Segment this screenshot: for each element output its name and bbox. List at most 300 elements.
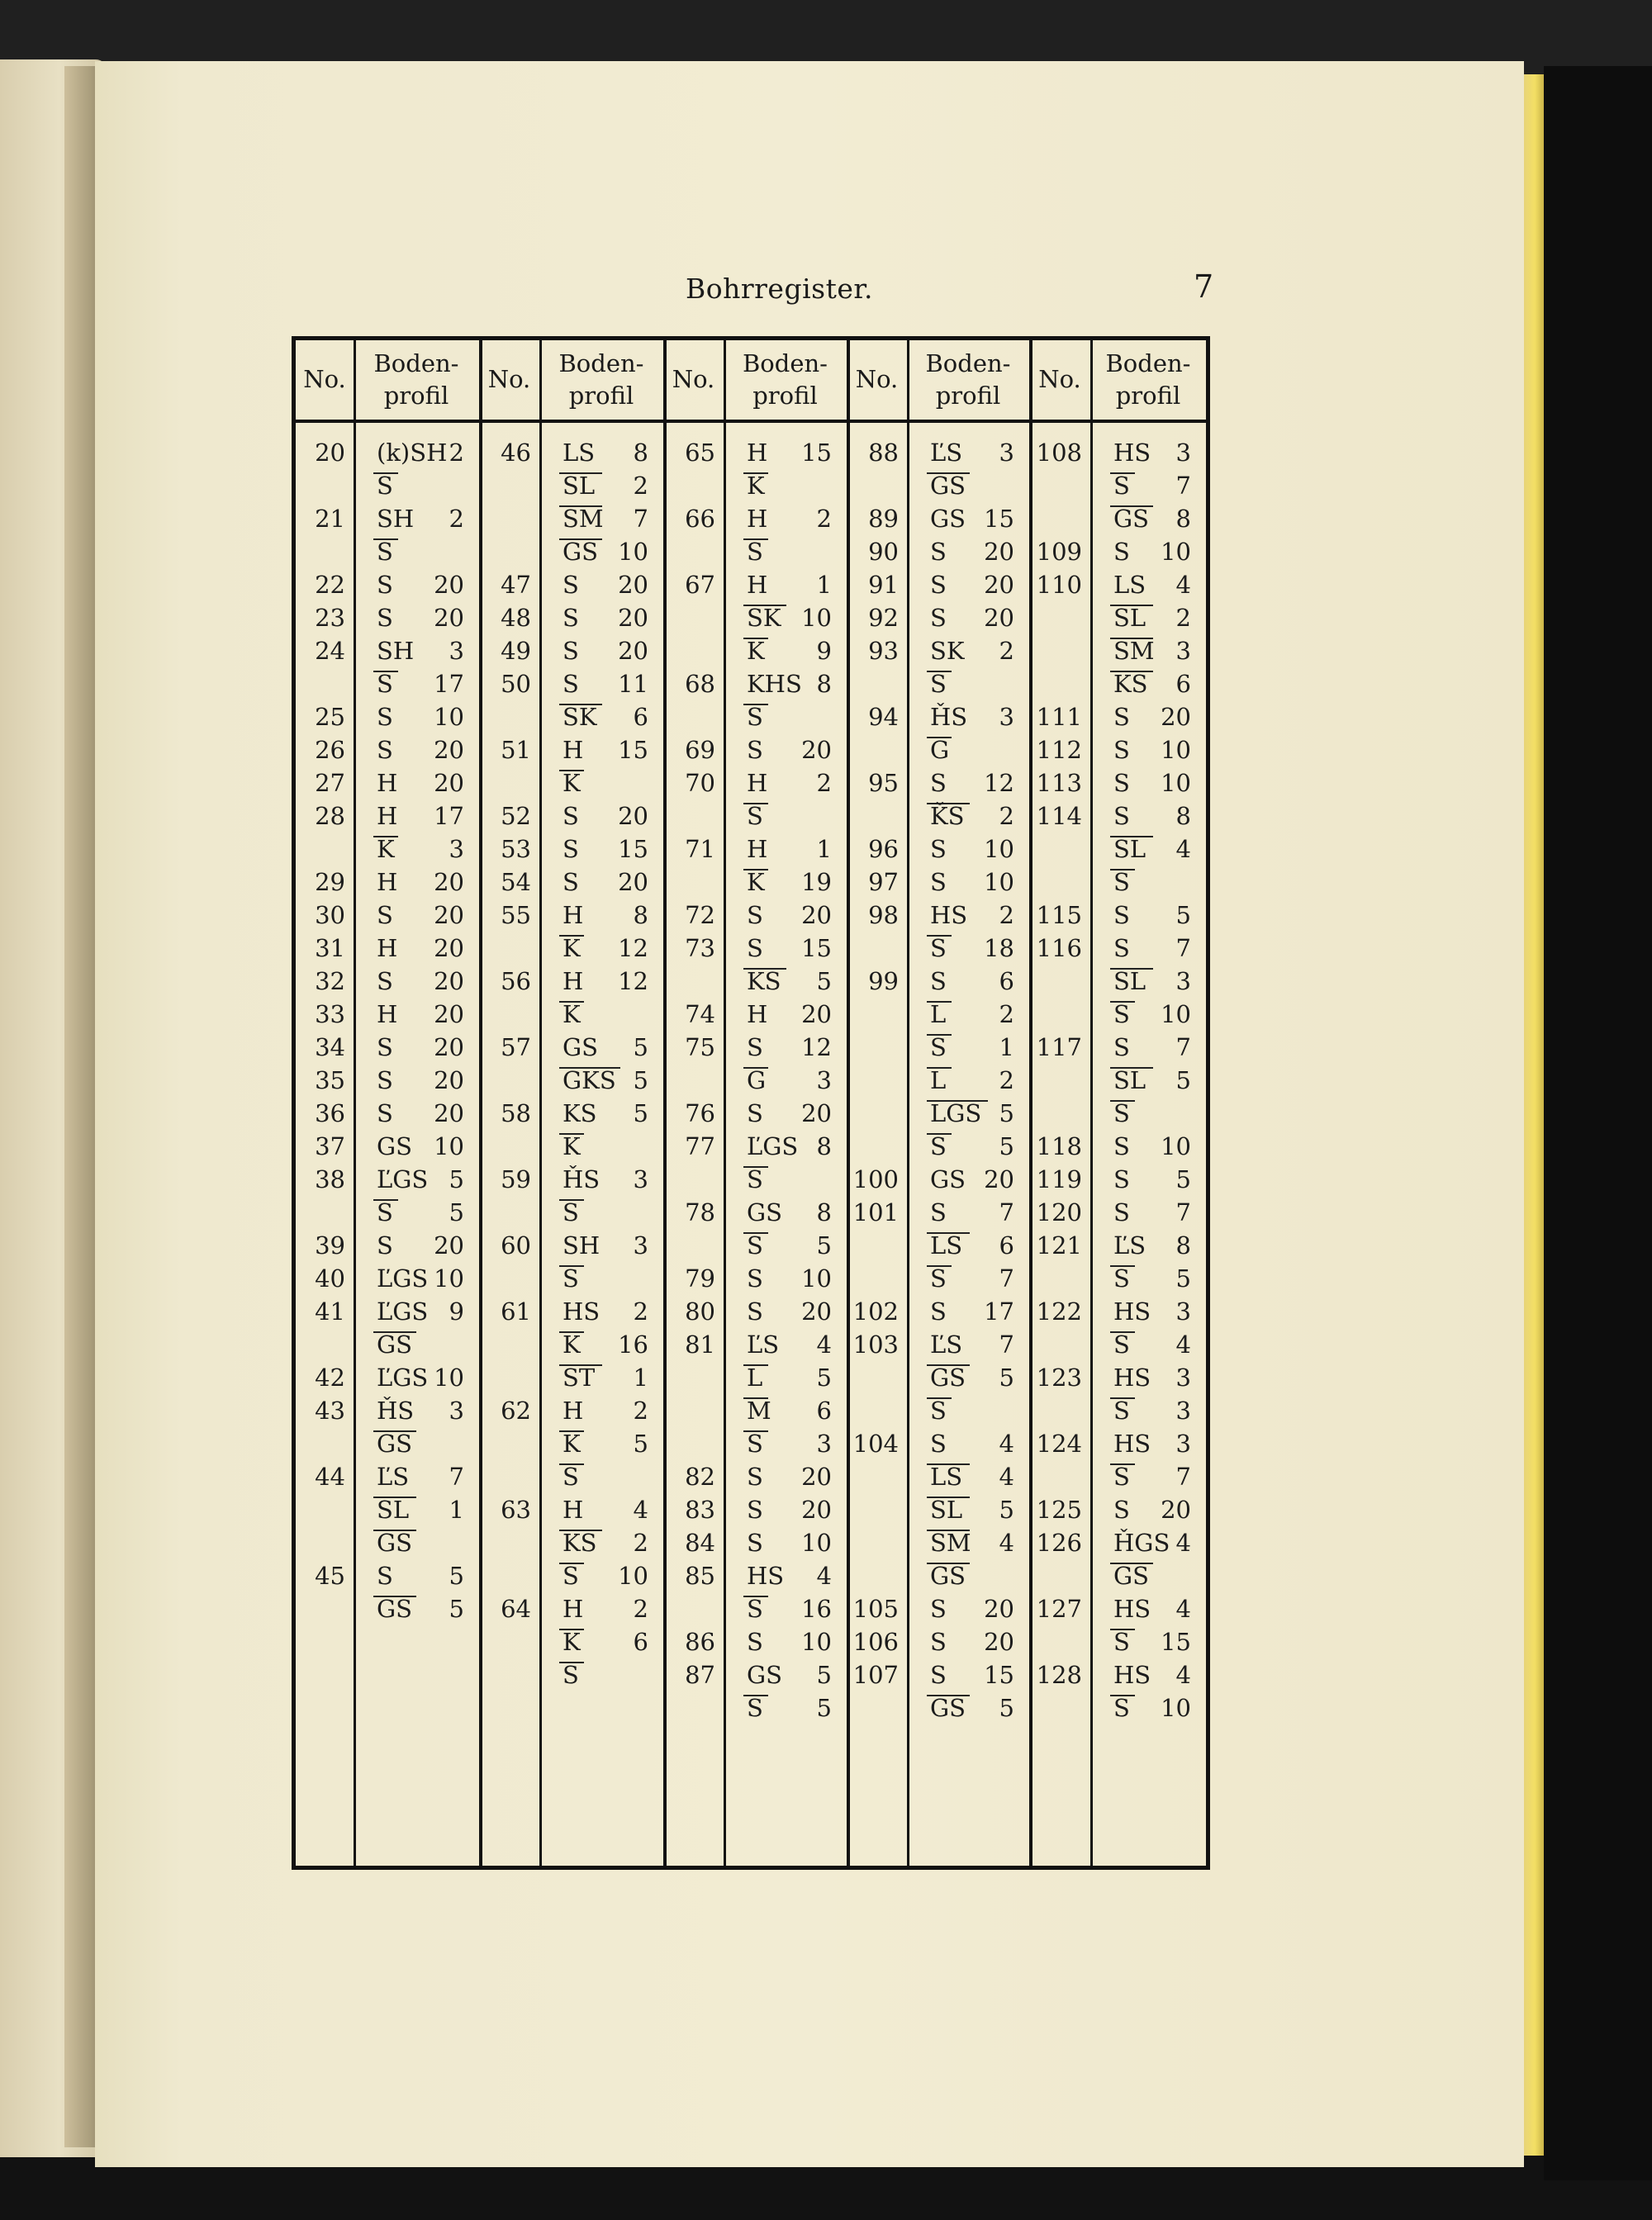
layer-thickness: 3 bbox=[1175, 439, 1191, 467]
soil-layer-code: S bbox=[930, 868, 947, 896]
bore-number: 24 bbox=[315, 637, 345, 665]
layer-separator-rule bbox=[559, 1001, 584, 1003]
layer-thickness: 5 bbox=[449, 1562, 464, 1590]
soil-layer-code: H bbox=[747, 505, 768, 533]
soil-layer-code: S bbox=[1113, 1496, 1130, 1524]
soil-layer-code: S bbox=[377, 703, 393, 731]
layer-thickness: 15 bbox=[984, 1661, 1014, 1689]
layer-thickness: 10 bbox=[801, 1264, 832, 1293]
soil-layer-code: L bbox=[930, 1066, 947, 1094]
layer-separator-rule bbox=[743, 1166, 768, 1168]
layer-thickness: 15 bbox=[618, 835, 648, 863]
bore-number: 81 bbox=[685, 1331, 715, 1359]
bore-number: 55 bbox=[501, 901, 531, 929]
soil-layer-code: KS bbox=[563, 1099, 597, 1127]
bore-number: 41 bbox=[315, 1297, 345, 1326]
layer-thickness: 2 bbox=[633, 472, 648, 500]
soil-layer-code: S bbox=[930, 538, 947, 566]
bore-number: 104 bbox=[852, 1430, 899, 1458]
layer-thickness: 10 bbox=[1161, 538, 1191, 566]
layer-thickness: 5 bbox=[1175, 1165, 1191, 1193]
soil-layer-code: H bbox=[563, 967, 584, 995]
layer-thickness: 10 bbox=[984, 868, 1014, 896]
bore-number: 31 bbox=[315, 934, 345, 962]
layer-thickness: 5 bbox=[999, 1364, 1014, 1392]
soil-layer-code: G bbox=[747, 1066, 767, 1094]
soil-layer-code: K bbox=[563, 934, 581, 962]
bore-number: 125 bbox=[1036, 1496, 1082, 1524]
bore-number: 127 bbox=[1036, 1595, 1082, 1623]
soil-layer-code: HS bbox=[1113, 1297, 1151, 1326]
soil-layer-code: SL bbox=[1113, 967, 1146, 995]
bore-number: 101 bbox=[852, 1198, 899, 1226]
layer-thickness: 8 bbox=[633, 901, 648, 929]
column-rule bbox=[354, 340, 356, 1866]
soil-layer-code: S bbox=[747, 703, 763, 731]
soil-layer-code: GS bbox=[930, 1364, 966, 1392]
layer-thickness: 2 bbox=[449, 439, 464, 467]
layer-thickness: 10 bbox=[618, 538, 648, 566]
bore-number: 115 bbox=[1036, 901, 1082, 929]
layer-separator-rule bbox=[373, 1530, 416, 1531]
layer-thickness: 20 bbox=[801, 1463, 832, 1491]
bore-number: 119 bbox=[1036, 1165, 1082, 1193]
soil-layer-code: GS bbox=[1113, 1562, 1150, 1590]
soil-layer-code: S bbox=[1113, 538, 1130, 566]
bore-number: 82 bbox=[685, 1463, 715, 1491]
soil-layer-code: S bbox=[930, 670, 947, 698]
bore-number: 58 bbox=[501, 1099, 531, 1127]
bore-number: 37 bbox=[315, 1132, 345, 1160]
soil-layer-code: S bbox=[747, 1165, 763, 1193]
bore-number: 44 bbox=[315, 1463, 345, 1491]
layer-thickness: 20 bbox=[434, 1000, 464, 1028]
layer-thickness: 20 bbox=[984, 1628, 1014, 1656]
soil-layer-code: SK bbox=[747, 604, 781, 632]
layer-thickness: 4 bbox=[816, 1331, 832, 1359]
layer-thickness: 9 bbox=[449, 1297, 464, 1326]
layer-separator-rule bbox=[927, 737, 952, 738]
bore-number: 95 bbox=[868, 769, 899, 797]
soil-layer-code: S bbox=[377, 967, 393, 995]
column-header-profile-cell bbox=[539, 340, 663, 420]
layer-thickness: 15 bbox=[801, 439, 832, 467]
bore-number: 91 bbox=[868, 571, 899, 599]
soil-layer-code: GS bbox=[930, 472, 966, 500]
layer-thickness: 8 bbox=[1175, 505, 1191, 533]
bore-number: 62 bbox=[501, 1397, 531, 1425]
book-cover-board bbox=[1544, 66, 1652, 2180]
layer-thickness: 20 bbox=[434, 1231, 464, 1259]
soil-layer-code: S bbox=[563, 802, 579, 830]
column-header-profile-cell bbox=[354, 340, 479, 420]
layer-thickness: 7 bbox=[1175, 934, 1191, 962]
bore-number: 112 bbox=[1036, 736, 1082, 764]
column-header-no: No. bbox=[855, 365, 899, 394]
soil-layer-code: S bbox=[930, 1297, 947, 1326]
bore-number: 61 bbox=[501, 1297, 531, 1326]
layer-separator-rule bbox=[559, 1662, 584, 1663]
layer-thickness: 8 bbox=[816, 670, 832, 698]
bore-number: 109 bbox=[1036, 538, 1082, 566]
layer-thickness: 3 bbox=[1175, 1430, 1191, 1458]
soil-layer-code: S bbox=[747, 1099, 763, 1127]
column-header-profile: profil bbox=[752, 382, 818, 410]
layer-thickness: 20 bbox=[984, 571, 1014, 599]
soil-layer-code: SL bbox=[377, 1496, 410, 1524]
layer-thickness: 3 bbox=[1175, 1397, 1191, 1425]
bore-number: 52 bbox=[501, 802, 531, 830]
soil-layer-code: SH bbox=[377, 505, 415, 533]
layer-thickness: 1 bbox=[449, 1496, 464, 1524]
layer-thickness: 3 bbox=[816, 1430, 832, 1458]
soil-layer-code: S bbox=[930, 1430, 947, 1458]
layer-thickness: 8 bbox=[1175, 802, 1191, 830]
layer-thickness: 3 bbox=[449, 637, 464, 665]
soil-layer-code: HS bbox=[1113, 1364, 1151, 1392]
soil-layer-code: ĽS bbox=[377, 1463, 410, 1491]
soil-layer-code: S bbox=[1113, 1264, 1130, 1293]
layer-thickness: 5 bbox=[999, 1132, 1014, 1160]
column-rule bbox=[907, 340, 909, 1866]
layer-thickness: 4 bbox=[1175, 1331, 1191, 1359]
layer-thickness: 20 bbox=[434, 967, 464, 995]
bore-number: 96 bbox=[868, 835, 899, 863]
soil-layer-code: HS bbox=[747, 1562, 785, 1590]
layer-thickness: 20 bbox=[434, 1099, 464, 1127]
layer-thickness: 5 bbox=[816, 1661, 832, 1689]
bore-number: 88 bbox=[868, 439, 899, 467]
layer-thickness: 2 bbox=[999, 1000, 1014, 1028]
layer-separator-rule bbox=[927, 472, 970, 474]
soil-layer-code: ĽGS bbox=[377, 1364, 429, 1392]
page-edge-gilt bbox=[1524, 74, 1544, 2156]
bore-number: 78 bbox=[685, 1198, 715, 1226]
soil-layer-code: S bbox=[1113, 472, 1130, 500]
layer-thickness: 12 bbox=[984, 769, 1014, 797]
layer-thickness: 5 bbox=[449, 1595, 464, 1623]
column-header-profile: Boden- bbox=[925, 349, 1011, 377]
bore-number: 57 bbox=[501, 1033, 531, 1061]
soil-layer-code: S bbox=[1113, 802, 1130, 830]
soil-layer-code: S bbox=[747, 1529, 763, 1557]
layer-thickness: 20 bbox=[434, 1033, 464, 1061]
bore-number: 113 bbox=[1036, 769, 1082, 797]
layer-thickness: 7 bbox=[999, 1264, 1014, 1293]
layer-separator-rule bbox=[559, 1199, 584, 1201]
layer-separator-rule bbox=[559, 770, 584, 771]
soil-layer-code: S bbox=[377, 670, 393, 698]
soil-layer-code: S bbox=[747, 1297, 763, 1326]
soil-layer-code: LS bbox=[1113, 571, 1146, 599]
layer-thickness: 4 bbox=[1175, 1529, 1191, 1557]
bore-number: 107 bbox=[852, 1661, 899, 1689]
soil-layer-code: S bbox=[1113, 1033, 1130, 1061]
soil-layer-code: S bbox=[930, 1595, 947, 1623]
soil-layer-code: S bbox=[930, 1628, 947, 1656]
layer-thickness: 1 bbox=[633, 1364, 648, 1392]
layer-thickness: 10 bbox=[1161, 1694, 1191, 1722]
soil-layer-code: S bbox=[563, 1661, 579, 1689]
layer-thickness: 20 bbox=[434, 868, 464, 896]
soil-layer-code: SK bbox=[563, 703, 597, 731]
layer-thickness: 10 bbox=[434, 1132, 464, 1160]
soil-layer-code: ȞGS bbox=[1113, 1529, 1170, 1557]
layer-thickness: 2 bbox=[633, 1595, 648, 1623]
soil-layer-code: ST bbox=[563, 1364, 596, 1392]
bore-number: 56 bbox=[501, 967, 531, 995]
layer-separator-rule bbox=[559, 1463, 584, 1465]
layer-separator-rule bbox=[1110, 1100, 1135, 1102]
soil-layer-code: H bbox=[563, 901, 584, 929]
bore-number: 74 bbox=[685, 1000, 715, 1028]
soil-layer-code: S bbox=[377, 571, 393, 599]
column-header-no: No. bbox=[487, 365, 531, 394]
layer-thickness: 20 bbox=[1161, 703, 1191, 731]
layer-thickness: 18 bbox=[984, 934, 1014, 962]
bore-number: 72 bbox=[685, 901, 715, 929]
layer-thickness: 20 bbox=[434, 901, 464, 929]
bore-number: 32 bbox=[315, 967, 345, 995]
bore-number: 128 bbox=[1036, 1661, 1082, 1689]
layer-separator-rule bbox=[373, 1331, 416, 1333]
soil-layer-code: LS bbox=[930, 1463, 963, 1491]
soil-layer-code: HS bbox=[1113, 1661, 1151, 1689]
soil-layer-code: H bbox=[377, 769, 398, 797]
bore-number: 48 bbox=[501, 604, 531, 632]
layer-separator-rule bbox=[559, 1133, 584, 1135]
soil-layer-code: ĽGS bbox=[377, 1264, 429, 1293]
soil-layer-code: GS bbox=[377, 1595, 413, 1623]
layer-thickness: 20 bbox=[618, 604, 648, 632]
soil-layer-code: KHS bbox=[747, 670, 802, 698]
layer-thickness: 5 bbox=[633, 1099, 648, 1127]
soil-layer-code: S bbox=[377, 538, 393, 566]
bore-number: 71 bbox=[685, 835, 715, 863]
soil-layer-code: S bbox=[747, 901, 763, 929]
bore-number: 89 bbox=[868, 505, 899, 533]
layer-thickness: 20 bbox=[801, 1000, 832, 1028]
soil-layer-code: ĽGS bbox=[377, 1165, 429, 1193]
soil-layer-code: HS bbox=[930, 901, 968, 929]
layer-thickness: 4 bbox=[1175, 1661, 1191, 1689]
bore-number: 79 bbox=[685, 1264, 715, 1293]
layer-thickness: 15 bbox=[1161, 1628, 1191, 1656]
soil-layer-code: ĽS bbox=[930, 439, 963, 467]
bore-number: 70 bbox=[685, 769, 715, 797]
layer-thickness: 5 bbox=[449, 1198, 464, 1226]
layer-thickness: 1 bbox=[816, 571, 832, 599]
soil-layer-code: ȞS bbox=[930, 703, 968, 731]
soil-layer-code: S bbox=[563, 1264, 579, 1293]
soil-layer-code: S bbox=[1113, 1463, 1130, 1491]
layer-separator-rule bbox=[743, 803, 768, 804]
soil-layer-code: GS bbox=[930, 1562, 966, 1590]
layer-thickness: 12 bbox=[618, 967, 648, 995]
soil-layer-code: S bbox=[377, 1066, 393, 1094]
bore-number: 42 bbox=[315, 1364, 345, 1392]
layer-thickness: 8 bbox=[1175, 1231, 1191, 1259]
layer-thickness: 6 bbox=[999, 967, 1014, 995]
layer-thickness: 4 bbox=[1175, 1595, 1191, 1623]
layer-thickness: 10 bbox=[434, 1364, 464, 1392]
soil-layer-code: S bbox=[747, 934, 763, 962]
layer-thickness: 20 bbox=[618, 571, 648, 599]
soil-layer-code: H bbox=[377, 1000, 398, 1028]
layer-thickness: 5 bbox=[816, 1364, 832, 1392]
soil-layer-code: GS bbox=[563, 1033, 599, 1061]
bohrregister-table bbox=[292, 336, 1210, 1870]
soil-layer-code: H bbox=[747, 439, 768, 467]
soil-layer-code: S bbox=[930, 1661, 947, 1689]
layer-thickness: 7 bbox=[1175, 1198, 1191, 1226]
soil-layer-code: S bbox=[747, 802, 763, 830]
bore-number: 120 bbox=[1036, 1198, 1082, 1226]
layer-thickness: 20 bbox=[434, 934, 464, 962]
layer-thickness: 10 bbox=[618, 1562, 648, 1590]
bore-number: 50 bbox=[501, 670, 531, 698]
soil-layer-code: H bbox=[563, 736, 584, 764]
layer-thickness: 20 bbox=[801, 1099, 832, 1127]
layer-thickness: 4 bbox=[633, 1496, 648, 1524]
bore-number: 21 bbox=[315, 505, 345, 533]
soil-layer-code: S bbox=[377, 901, 393, 929]
soil-layer-code: S bbox=[1113, 703, 1130, 731]
soil-layer-code: S bbox=[377, 1033, 393, 1061]
layer-thickness: 5 bbox=[999, 1099, 1014, 1127]
soil-layer-code: KS bbox=[563, 1529, 597, 1557]
layer-separator-rule bbox=[1110, 1563, 1153, 1564]
soil-layer-code: K bbox=[747, 472, 765, 500]
soil-layer-code: HS bbox=[1113, 1430, 1151, 1458]
soil-layer-code: S bbox=[1113, 1000, 1130, 1028]
soil-layer-code: K bbox=[747, 868, 765, 896]
soil-layer-code: S bbox=[563, 571, 579, 599]
bore-number: 73 bbox=[685, 934, 715, 962]
soil-layer-code: S bbox=[1113, 934, 1130, 962]
soil-layer-code: S bbox=[747, 1595, 763, 1623]
soil-layer-code: S bbox=[747, 1033, 763, 1061]
bore-number: 46 bbox=[501, 439, 531, 467]
layer-thickness: 15 bbox=[801, 934, 832, 962]
bore-number: 27 bbox=[315, 769, 345, 797]
layer-thickness: 5 bbox=[633, 1033, 648, 1061]
layer-thickness: 20 bbox=[984, 1165, 1014, 1193]
column-header-profile: Boden- bbox=[1105, 349, 1191, 377]
bore-number: 117 bbox=[1036, 1033, 1082, 1061]
bore-number: 23 bbox=[315, 604, 345, 632]
soil-layer-code: S bbox=[563, 670, 579, 698]
soil-layer-code: S bbox=[1113, 868, 1130, 896]
layer-thickness: 3 bbox=[633, 1165, 648, 1193]
column-header-profile: Boden- bbox=[743, 349, 828, 377]
bore-number: 100 bbox=[852, 1165, 899, 1193]
layer-thickness: 6 bbox=[1175, 670, 1191, 698]
soil-layer-code: S bbox=[377, 472, 393, 500]
bore-number: 26 bbox=[315, 736, 345, 764]
page-number: 7 bbox=[1194, 268, 1214, 305]
soil-layer-code: HS bbox=[1113, 1595, 1151, 1623]
layer-thickness: 5 bbox=[999, 1694, 1014, 1722]
soil-layer-code: SM bbox=[563, 505, 604, 533]
bore-number: 20 bbox=[315, 439, 345, 467]
bore-number: 114 bbox=[1036, 802, 1082, 830]
soil-layer-code: GS bbox=[1113, 505, 1150, 533]
layer-thickness: 2 bbox=[1175, 604, 1191, 632]
bore-number: 103 bbox=[852, 1331, 899, 1359]
layer-separator-rule bbox=[559, 1265, 584, 1267]
soil-layer-code: ǨS bbox=[930, 802, 965, 830]
layer-thickness: 2 bbox=[633, 1529, 648, 1557]
bore-number: 30 bbox=[315, 901, 345, 929]
column-header-profile-cell bbox=[724, 340, 847, 420]
column-header-profile: profil bbox=[935, 382, 1001, 410]
bore-number: 47 bbox=[501, 571, 531, 599]
soil-layer-code: S bbox=[1113, 1628, 1130, 1656]
column-rule bbox=[1090, 340, 1093, 1866]
layer-separator-rule bbox=[743, 472, 768, 474]
soil-layer-code: S bbox=[377, 604, 393, 632]
layer-thickness: 10 bbox=[1161, 769, 1191, 797]
soil-layer-code: H bbox=[377, 868, 398, 896]
bore-number: 98 bbox=[868, 901, 899, 929]
soil-layer-code: ĽGS bbox=[377, 1297, 429, 1326]
soil-layer-code: S bbox=[930, 1397, 947, 1425]
layer-thickness: 20 bbox=[434, 769, 464, 797]
layer-thickness: 20 bbox=[618, 802, 648, 830]
layer-thickness: 10 bbox=[801, 1628, 832, 1656]
soil-layer-code: G bbox=[930, 736, 950, 764]
bore-number: 106 bbox=[852, 1628, 899, 1656]
layer-thickness: 3 bbox=[1175, 967, 1191, 995]
layer-thickness: 15 bbox=[984, 505, 1014, 533]
soil-layer-code: S bbox=[563, 868, 579, 896]
soil-layer-code: K bbox=[563, 769, 581, 797]
bore-number: 66 bbox=[685, 505, 715, 533]
bore-number: 67 bbox=[685, 571, 715, 599]
bore-number: 34 bbox=[315, 1033, 345, 1061]
bore-number: 22 bbox=[315, 571, 345, 599]
soil-layer-code: S bbox=[930, 571, 947, 599]
bore-number: 29 bbox=[315, 868, 345, 896]
layer-thickness: 6 bbox=[633, 703, 648, 731]
soil-layer-code: S bbox=[563, 1562, 579, 1590]
header-rule bbox=[296, 420, 1206, 423]
bore-number: 97 bbox=[868, 868, 899, 896]
layer-thickness: 3 bbox=[999, 703, 1014, 731]
bore-number: 63 bbox=[501, 1496, 531, 1524]
layer-thickness: 10 bbox=[801, 1529, 832, 1557]
bore-number: 54 bbox=[501, 868, 531, 896]
layer-thickness: 12 bbox=[618, 934, 648, 962]
soil-layer-code: LS bbox=[930, 1231, 963, 1259]
soil-layer-code: S bbox=[930, 1132, 947, 1160]
bore-number: 90 bbox=[868, 538, 899, 566]
layer-separator-rule bbox=[743, 704, 768, 705]
layer-thickness: 7 bbox=[1175, 1033, 1191, 1061]
soil-layer-code: S bbox=[377, 1562, 393, 1590]
layer-thickness: 4 bbox=[1175, 571, 1191, 599]
layer-thickness: 2 bbox=[999, 1066, 1014, 1094]
bore-number: 77 bbox=[685, 1132, 715, 1160]
soil-layer-code: S bbox=[747, 1628, 763, 1656]
bore-number: 35 bbox=[315, 1066, 345, 1094]
layer-thickness: 6 bbox=[633, 1628, 648, 1656]
soil-layer-code: S bbox=[1113, 1694, 1130, 1722]
layer-thickness: 9 bbox=[816, 637, 832, 665]
bore-number: 53 bbox=[501, 835, 531, 863]
soil-layer-code: S bbox=[377, 1198, 393, 1226]
